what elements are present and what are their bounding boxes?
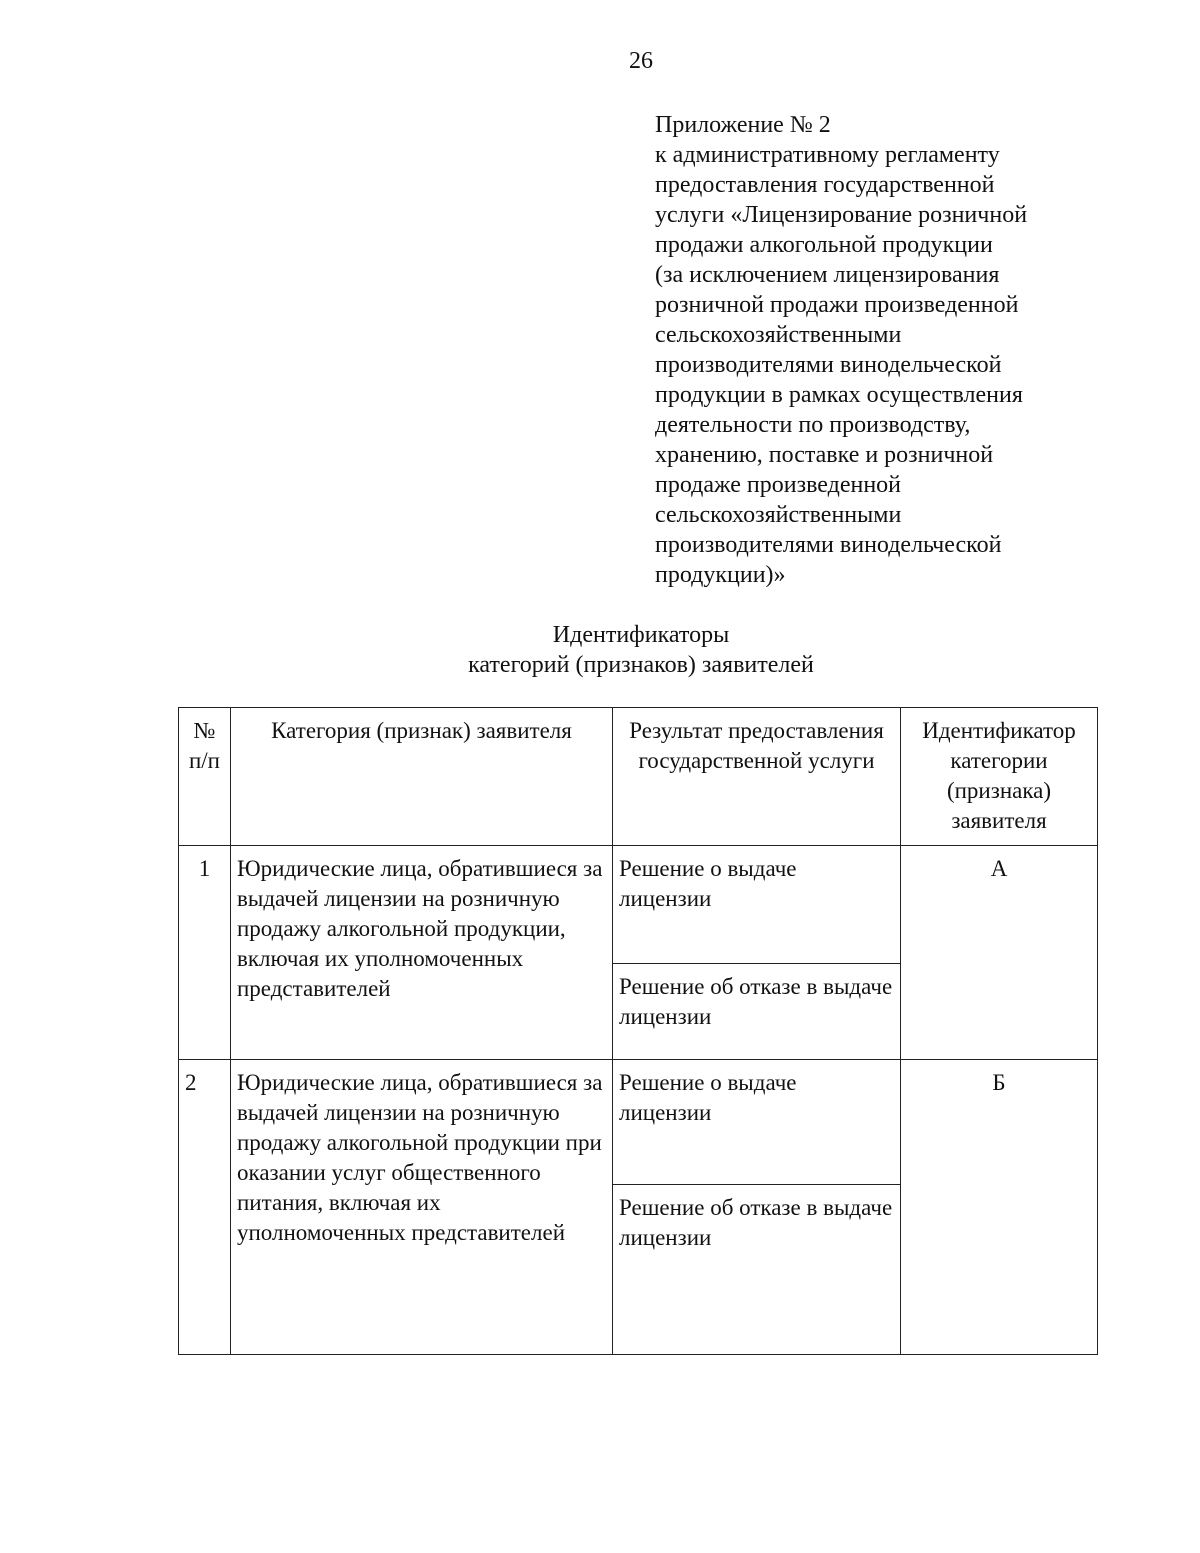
table-header-row	[179, 708, 1098, 846]
page-number: 26	[629, 48, 653, 74]
header-identifier: Идентификатор категории (признака) заявителя	[901, 708, 1098, 846]
appendix-line: к административному регламенту	[655, 142, 1000, 168]
row-number: 2	[179, 1059, 231, 1354]
identifiers-table	[178, 707, 1098, 1355]
identifiers-table-container	[178, 707, 1097, 1355]
appendix-line: услуги «Лицензирование розничной	[655, 202, 1028, 228]
appendix-line: продаже произведенной	[655, 472, 902, 498]
table-row	[179, 846, 1098, 964]
header-result: Результат предоставления государственной услуги	[613, 708, 901, 846]
appendix-header	[655, 110, 1095, 590]
appendix-line: Приложение № 2	[655, 112, 831, 138]
document-title	[0, 620, 1200, 680]
appendix-line: продукции)»	[655, 562, 786, 588]
appendix-line: деятельности по производству,	[655, 412, 971, 438]
row-result: Решение об отказе в выдаче лицензии	[613, 1184, 901, 1354]
appendix-line: розничной продажи произведенной	[655, 292, 1019, 318]
row-number: 1	[179, 846, 231, 1059]
title-line-1: Идентификаторы	[552, 622, 730, 648]
row-category: Юридические лица, обратившиеся за выдачей лицензии на розничную продажу алкогольной продукции при оказании услуг общественного питания, включая их уполномоченных представителей	[231, 1059, 613, 1354]
table-row	[179, 1059, 1098, 1184]
row-result: Решение о выдаче лицензии	[613, 846, 901, 964]
row-result: Решение об отказе в выдаче лицензии	[613, 964, 901, 1059]
header-category: Категория (признак) заявителя	[231, 708, 613, 846]
row-identifier: А	[901, 846, 1098, 1059]
row-category: Юридические лица, обратившиеся за выдачей лицензии на розничную продажу алкогольной продукции, включая их уполномоченных представителей	[231, 846, 613, 1059]
title-line-2: категорий (признаков) заявителей	[468, 652, 814, 678]
appendix-line: продукции в рамках осуществления	[655, 382, 1023, 408]
appendix-line: сельскохозяйственными	[655, 322, 902, 348]
row-identifier: Б	[901, 1059, 1098, 1354]
header-num: № п/п	[179, 708, 231, 846]
appendix-line: сельскохозяйственными	[655, 502, 902, 528]
appendix-line: предоставления государственной	[655, 172, 995, 198]
appendix-line: продажи алкогольной продукции	[655, 232, 993, 258]
appendix-line: производителями винодельческой	[655, 532, 1002, 558]
appendix-line: производителями винодельческой	[655, 352, 1002, 378]
appendix-line: хранению, поставке и розничной	[655, 442, 994, 468]
appendix-line: (за исключением лицензирования	[655, 262, 1000, 288]
row-result: Решение о выдаче лицензии	[613, 1059, 901, 1184]
